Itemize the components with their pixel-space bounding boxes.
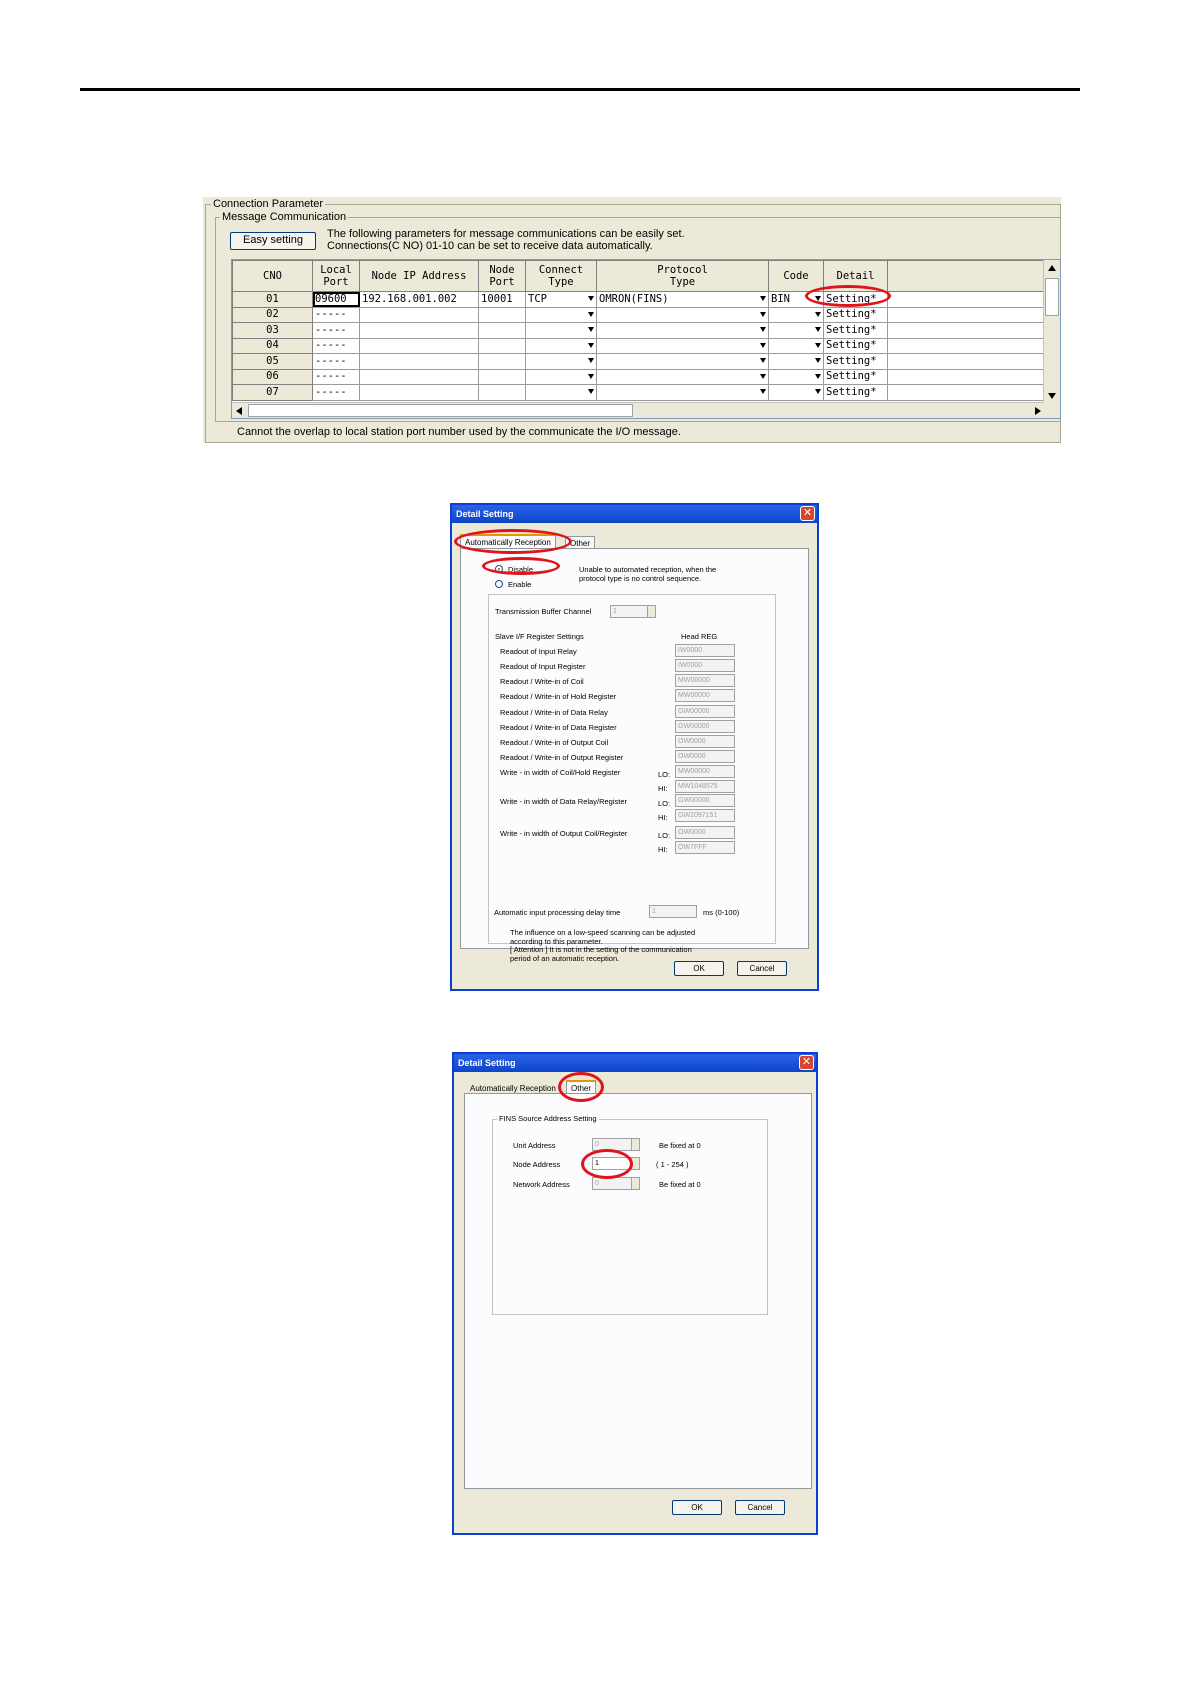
ok-button[interactable]: OK [672, 1500, 722, 1515]
cell-code[interactable] [769, 385, 824, 401]
cell-detail[interactable]: Setting* [824, 354, 888, 370]
hi-label: HI: [658, 845, 668, 854]
chevron-down-icon[interactable] [815, 296, 821, 301]
col-header-filler [888, 261, 1046, 292]
col-header-local-port: Local Port [313, 261, 360, 292]
tab-other[interactable]: Other [566, 1080, 596, 1094]
delay-label: Automatic input processing delay time [494, 908, 621, 917]
tab-automatically-reception[interactable]: Automatically Reception [470, 1084, 556, 1093]
disable-radio-label[interactable]: Disable [508, 565, 534, 574]
chevron-down-icon[interactable] [760, 389, 766, 394]
cell-local-port[interactable]: ----- [313, 354, 360, 370]
chevron-down-icon[interactable] [760, 312, 766, 317]
cell-filler [888, 338, 1046, 354]
page-rule [80, 88, 1080, 91]
cell-connect-type[interactable] [526, 307, 597, 323]
register-field: OW0000 [675, 735, 735, 748]
scroll-thumb[interactable] [1045, 278, 1059, 316]
col-header-connect-type: Connect Type [526, 261, 597, 292]
delay-input: 1 [649, 905, 697, 918]
cell-node-port[interactable] [479, 369, 526, 385]
scroll-down-icon[interactable] [1048, 393, 1056, 399]
network-address-label: Network Address [513, 1180, 570, 1189]
easy-setting-button[interactable]: Easy setting [230, 232, 316, 250]
cell-local-port[interactable]: 09600 [313, 292, 360, 308]
lo-field: GW00000 [675, 794, 735, 807]
col-header-cno: CNO [233, 261, 313, 292]
unit-address-input [592, 1138, 640, 1151]
chevron-down-icon[interactable] [815, 389, 821, 394]
register-label: Readout of Input Register [500, 662, 586, 671]
dialog-title: Detail Setting [452, 505, 817, 523]
cell-protocol-type[interactable] [597, 338, 769, 354]
enable-radio-label[interactable]: Enable [508, 580, 532, 589]
cell-protocol-type[interactable] [597, 385, 769, 401]
cell-local-port[interactable]: ----- [313, 369, 360, 385]
table-row[interactable] [233, 385, 1046, 401]
chevron-down-icon[interactable] [815, 327, 821, 332]
cell-local-port[interactable]: ----- [313, 385, 360, 401]
col-header-node-ip: Node IP Address [360, 261, 479, 292]
register-field: MW00000 [675, 689, 735, 702]
cell-connect-type[interactable] [526, 385, 597, 401]
network-address-note: Be fixed at 0 [659, 1180, 701, 1189]
cell-protocol-type[interactable] [597, 323, 769, 339]
chevron-down-icon[interactable] [588, 327, 594, 332]
cell-cno: 05 [233, 354, 313, 370]
head-reg-label: Head REG [681, 632, 718, 641]
table-header-row [233, 261, 1046, 292]
cell-cno: 06 [233, 369, 313, 385]
table-row[interactable] [233, 354, 1046, 370]
col-header-node-port: Node Port [479, 261, 526, 292]
cell-filler [888, 369, 1046, 385]
unit-address-label: Unit Address [513, 1141, 556, 1150]
cell-protocol-type[interactable]: OMRON(FINS) [597, 292, 769, 308]
chevron-down-icon[interactable] [760, 296, 766, 301]
hi-label: HI: [658, 784, 668, 793]
lo-field: MW00000 [675, 765, 735, 778]
hi-field: MW1048575 [675, 780, 735, 793]
cell-node-port[interactable] [479, 354, 526, 370]
register-field: MW00000 [675, 674, 735, 687]
cell-cno: 04 [233, 338, 313, 354]
chevron-down-icon[interactable] [588, 296, 594, 301]
cell-local-port[interactable]: ----- [313, 338, 360, 354]
chevron-down-icon[interactable] [815, 374, 821, 379]
cell-node-port[interactable] [479, 307, 526, 323]
register-field: IW0000 [675, 659, 735, 672]
chevron-down-icon[interactable] [588, 389, 594, 394]
table-row[interactable] [233, 307, 1046, 323]
lo-field: OW0000 [675, 826, 735, 839]
tab-automatically-reception[interactable]: Automatically Reception [460, 534, 556, 548]
cell-connect-type[interactable] [526, 338, 597, 354]
cell-protocol-type[interactable] [597, 354, 769, 370]
cell-node-ip[interactable] [360, 323, 479, 339]
cell-code[interactable] [769, 369, 824, 385]
buffer-channel-value: 1 [613, 608, 617, 615]
width-label: Write - in width of Coil/Hold Register [500, 768, 621, 777]
chevron-down-icon[interactable] [815, 343, 821, 348]
horizontal-scrollbar[interactable] [232, 402, 1045, 418]
cell-node-port[interactable] [479, 385, 526, 401]
width-label: Write - in width of Data Relay/Register [500, 797, 627, 806]
cell-code[interactable] [769, 338, 824, 354]
node-address-input[interactable] [592, 1157, 640, 1170]
table-row[interactable] [233, 323, 1046, 339]
spinner-icon[interactable] [631, 1158, 639, 1170]
scroll-right-icon[interactable] [1035, 407, 1041, 415]
register-label: Readout / Write-in of Output Coil [500, 738, 609, 747]
hscroll-thumb[interactable] [248, 404, 633, 417]
col-header-code: Code [769, 261, 824, 292]
cell-filler [888, 354, 1046, 370]
cell-local-port[interactable]: ----- [313, 323, 360, 339]
cell-local-port[interactable]: ----- [313, 307, 360, 323]
col-header-detail: Detail [824, 261, 888, 292]
register-label: Readout / Write-in of Coil [500, 677, 584, 686]
cell-code[interactable] [769, 323, 824, 339]
cell-filler [888, 323, 1046, 339]
influence-note: The influence on a low-speed scanning can be adjusted according to this parameter. [ Attention ] It is not in the setting of the communication period of an automatic reception. [510, 928, 696, 963]
register-label: Readout / Write-in of Data Relay [500, 708, 608, 717]
cell-cno: 07 [233, 385, 313, 401]
message-communication-title: Message Communication [222, 211, 347, 223]
cell-detail[interactable]: Setting* [824, 338, 888, 354]
chevron-down-icon[interactable] [760, 358, 766, 363]
unit-address-note: Be fixed at 0 [659, 1141, 701, 1150]
cell-cno: 01 [233, 292, 313, 308]
hi-label: HI: [658, 813, 668, 822]
ok-button[interactable]: OK [674, 961, 724, 976]
radio-note: Unable to automated reception, when the protocol type is no control sequence. [579, 565, 717, 583]
table-row[interactable] [233, 338, 1046, 354]
status-message: Cannot the overlap to local station port number used by the communicate the I/O message. [237, 426, 681, 438]
cell-cno: 02 [233, 307, 313, 323]
table-row[interactable] [233, 292, 1046, 308]
chevron-down-icon[interactable] [815, 358, 821, 363]
chevron-down-icon[interactable] [588, 312, 594, 317]
cell-connect-type[interactable] [526, 323, 597, 339]
cell-detail[interactable]: Setting* [824, 323, 888, 339]
cell-node-ip[interactable] [360, 338, 479, 354]
spinner-icon [631, 1139, 639, 1151]
cell-detail[interactable]: Setting* [824, 369, 888, 385]
chevron-down-icon[interactable] [588, 343, 594, 348]
cell-filler [888, 307, 1046, 323]
fins-group-title: FINS Source Address Setting [499, 1114, 597, 1123]
dialog-title: Detail Setting [454, 1054, 816, 1072]
cell-connect-type[interactable] [526, 369, 597, 385]
cell-node-port[interactable]: 10001 [479, 292, 526, 308]
register-label: Readout / Write-in of Hold Register [500, 692, 617, 701]
lo-label: LO: [658, 770, 671, 779]
easy-setting-note-1: The following parameters for message communications can be easily set. [327, 228, 685, 240]
chevron-down-icon[interactable] [588, 358, 594, 363]
register-label: Readout of Input Relay [500, 647, 577, 656]
easy-setting-note-2: Connections(C NO) 01-10 can be set to receive data automatically. [327, 240, 653, 252]
lo-label: LO: [658, 831, 671, 840]
width-label: Write - in width of Output Coil/Register [500, 829, 628, 838]
cancel-button[interactable]: Cancel [735, 1500, 785, 1515]
cell-detail[interactable]: Setting* [824, 385, 888, 401]
cell-code[interactable] [769, 354, 824, 370]
node-address-label: Node Address [513, 1160, 561, 1169]
cell-filler [888, 292, 1046, 308]
hi-field: GW2097151 [675, 809, 735, 822]
cell-node-ip[interactable] [360, 385, 479, 401]
node-address-note: ( 1 - 254 ) [656, 1160, 689, 1169]
cell-detail[interactable]: Setting* [824, 307, 888, 323]
chevron-down-icon[interactable] [588, 374, 594, 379]
hi-field: OW7FFF [675, 841, 735, 854]
cell-node-port[interactable] [479, 323, 526, 339]
buffer-channel-select [610, 605, 656, 618]
network-address-value: 0 [595, 1180, 599, 1187]
cell-code[interactable] [769, 307, 824, 323]
cell-node-ip[interactable] [360, 307, 479, 323]
delay-unit: ms (0-100) [703, 908, 740, 917]
chevron-down-icon[interactable] [760, 327, 766, 332]
scroll-up-icon[interactable] [1048, 265, 1056, 271]
chevron-down-icon[interactable] [760, 374, 766, 379]
register-label: Readout / Write-in of Data Register [500, 723, 617, 732]
cell-filler [888, 385, 1046, 401]
unit-address-value: 0 [595, 1141, 599, 1148]
cell-detail[interactable]: Setting* [824, 292, 888, 308]
connection-table [231, 259, 1061, 419]
tab-page-automatically-reception [460, 548, 809, 963]
connection-parameter-panel [203, 197, 1061, 443]
cell-node-port[interactable] [479, 338, 526, 354]
table-row[interactable] [233, 369, 1046, 385]
register-label: Readout / Write-in of Output Register [500, 753, 624, 762]
cancel-button[interactable]: Cancel [737, 961, 787, 976]
cell-cno: 03 [233, 323, 313, 339]
slave-settings-label: Slave I/F Register Settings [495, 632, 584, 641]
cell-protocol-type[interactable] [597, 307, 769, 323]
cell-node-ip[interactable] [360, 354, 479, 370]
enable-radio[interactable] [495, 580, 503, 588]
network-address-input [592, 1177, 640, 1190]
close-icon[interactable]: ✕ [799, 1055, 814, 1070]
chevron-down-icon [647, 606, 655, 618]
chevron-down-icon[interactable] [815, 312, 821, 317]
register-field: GW00000 [675, 705, 735, 718]
register-field: OW0000 [675, 750, 735, 763]
node-address-value: 1 [595, 1160, 599, 1167]
buffer-channel-label: Transmission Buffer Channel [495, 607, 592, 616]
spinner-icon [631, 1178, 639, 1190]
scroll-left-icon[interactable] [236, 407, 242, 415]
close-icon[interactable]: ✕ [800, 506, 815, 521]
register-field: IW0000 [675, 644, 735, 657]
cell-connect-type[interactable]: TCP [526, 292, 597, 308]
vertical-scrollbar[interactable] [1043, 260, 1060, 404]
tab-other[interactable]: Other [565, 536, 595, 550]
cell-code[interactable]: BIN [769, 292, 824, 308]
chevron-down-icon[interactable] [760, 343, 766, 348]
scrollbar-corner [1043, 402, 1060, 418]
cell-protocol-type[interactable] [597, 369, 769, 385]
col-header-protocol-type: Protocol Type [597, 261, 769, 292]
detail-setting-dialog-1 [450, 503, 819, 991]
cell-node-ip[interactable]: 192.168.001.002 [360, 292, 479, 308]
register-field: GW00000 [675, 720, 735, 733]
disable-radio[interactable] [495, 565, 503, 573]
cell-node-ip[interactable] [360, 369, 479, 385]
connection-parameter-title: Connection Parameter [213, 198, 324, 210]
cell-connect-type[interactable] [526, 354, 597, 370]
detail-setting-dialog-2 [452, 1052, 818, 1535]
tab-page-other [464, 1093, 812, 1489]
lo-label: LO: [658, 799, 671, 808]
